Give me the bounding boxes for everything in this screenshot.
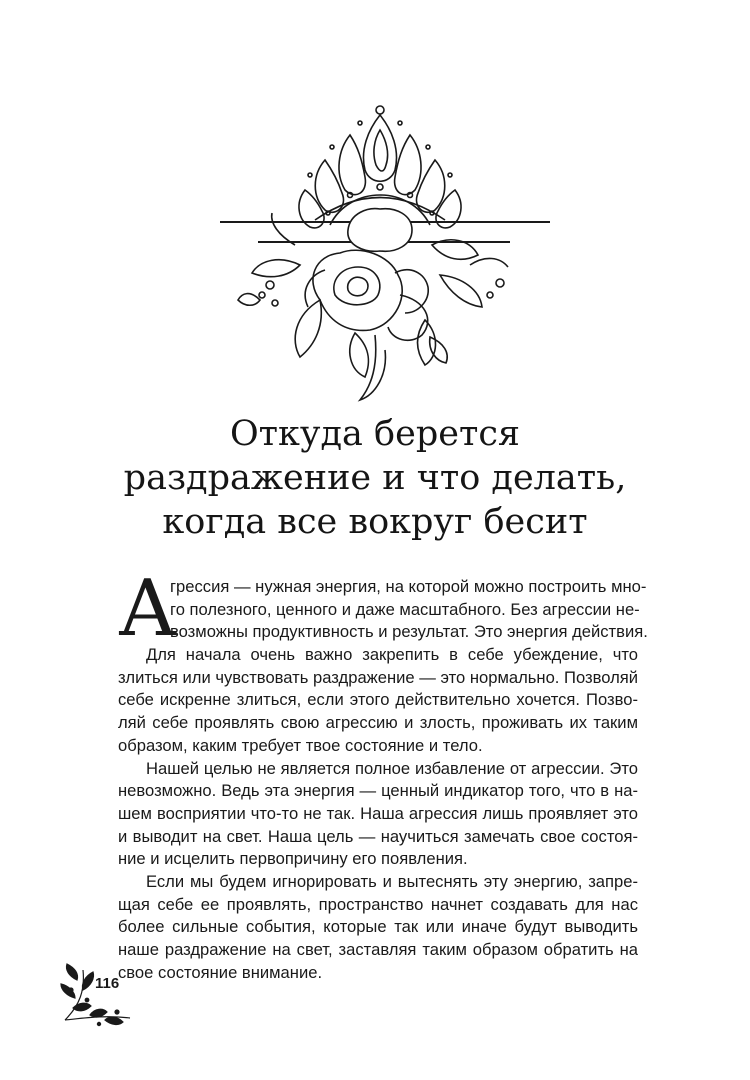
title-line-3: когда все вокруг бесит [162, 502, 588, 542]
body-line: более сильные события, которые так или иначе будут выводить [118, 917, 638, 937]
body-line: и выводит на свет. Наша цель — научиться замечать свое состоя- [118, 826, 638, 846]
body-line: наше раздражение на свет, заставляя таким образом обратить на [118, 940, 638, 959]
body-line: злиться или чувствовать раздражение — это нормально. Позволяй [118, 667, 639, 687]
body-line: Нашей целью не является полное избавление от агрессии. Это [146, 758, 638, 778]
body-line: го полезного, ценного и даже масштабного. Без агрессии не- [170, 599, 640, 619]
body-line: невозможно. Ведь эта энергия — ценный индикатор того, что в на- [118, 781, 638, 801]
chapter-title [60, 412, 690, 544]
body-line: возможны продуктивность и результат. Это энергия действия. [170, 622, 648, 642]
body-line: ляй себе проявлять свою агрессию и злость, проживать их таким [118, 713, 638, 733]
body-line: ние и исцелить первопричину его появления. [118, 849, 468, 869]
body-text [118, 576, 648, 984]
body-line: Для начала очень важно закрепить в себе убеждение, что [146, 645, 638, 665]
title-line-2: раздражение и что делать, [123, 458, 627, 498]
drop-cap: А [118, 564, 178, 654]
page-number: 116 [95, 975, 120, 992]
body-line: грессия — нужная энергия, на которой можно построить мно- [170, 577, 647, 596]
body-line: шем восприятии что-то не так. Наша агрессия лишь проявляет это [118, 803, 638, 823]
corner-leaf-ornament [55, 960, 135, 1030]
body-line: свое состояние внимание. [118, 962, 323, 982]
body-line: Если мы будем игнорировать и вытеснять эту энергию, запре- [146, 871, 638, 891]
title-line-1: Откуда берется [229, 414, 520, 454]
central-bud [348, 209, 412, 252]
mandala-floral-ornament [200, 95, 560, 415]
body-line: себе искренне злиться, если этого действительно хочется. Позво- [118, 690, 638, 710]
body-line: щая себе ее проявлять, пространство начнет создавать для нас [118, 894, 638, 914]
body-line: образом, каким требует твое состояние и тело. [118, 735, 483, 755]
rose-flower [305, 250, 428, 340]
